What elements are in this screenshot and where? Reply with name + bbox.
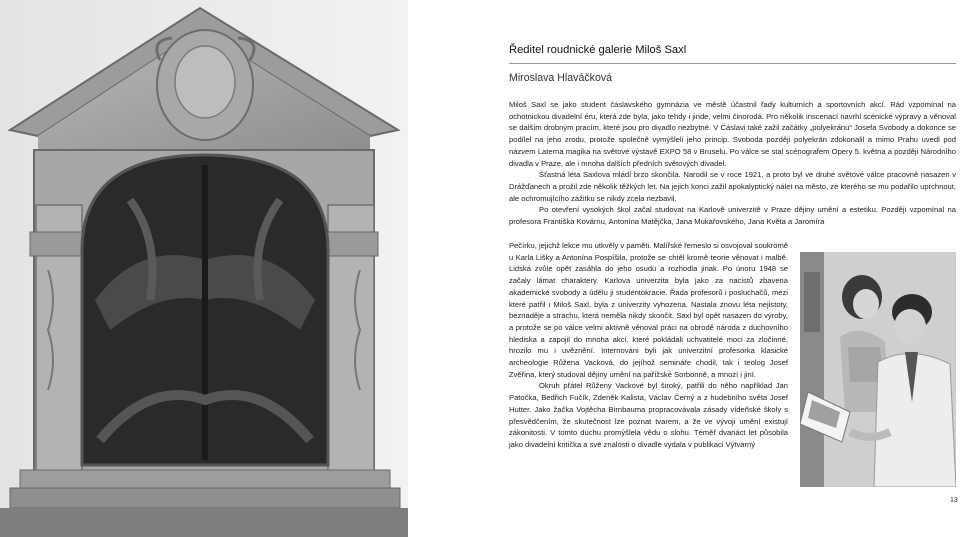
- paragraph: Po otevření vysokých škol začal studovat na Karlově univerzitě v Praze dějiny umění a estetiku. Později vzpomínal na profesora Františka Kovárnu, Antonína Matějčka, Jana Mukařovského, Jana Květa a Jaromíra: [509, 205, 956, 227]
- page-number: 13: [950, 497, 958, 504]
- title-divider: [509, 63, 956, 64]
- portal-photo: [0, 0, 408, 537]
- body-text-wide: [509, 99, 956, 228]
- body-text-narrow: [509, 240, 788, 451]
- article-author: Miroslava Hlaváčková: [509, 72, 613, 84]
- paragraph: Miloš Saxl se jako student čáslavského gymnázia ve městě účastnil řady kulturních a sportovních akcí. Rád vzpomínal na ochotnickou divadelní éru, která zde byla, jako tehdy i jinde, velmi činorodá. Pro několik inscenací navrhl scénické výpravy a věnoval se dalším drobným pracím, které jsou pro divadlo nezbytné. V Čáslavi také zažil začátky „polyekránu“ Josefa Svobody a dokonce se podílel na jeho zrodu, protože společně vymýšleli jeho princip. Svoboda později polyekrán zdokonalil a mimo Prahu uvedl pod názvem Laterna magika na světové výstavě EXPO 58 v Bruselu. Po válce se stal scénografem Opery 5. května a později Národního divadla v Praze, ale i mnoha dalších předních světových divadel.: [509, 100, 956, 168]
- paragraph: Pečírku, jejichž lekce mu utkvěly v paměti. Malířské řemeslo si osvojoval soukromě u Karla Lišky a Antonína Pospíšila, protože se chtěl kromě teorie věnovat i malbě. Lidská zvůle opět zasáhla do jeho osudu a rozhodla jinak. Po únoru 1948 se začaly lámat charaktery. Karlova univerzita byla jako za nacistů zbavena akademické svobody a údělu ji studentokracie. Řada profesorů i posluchačů, mezi které patřil i Miloš Saxl, byla z univerzity vyhozena. Nastala znovu léta nejistoty, beznaděje a strachu, která neměla nikdy skončit. Saxl byl opět nasazen do výroby, a protože se po válce velmi aktivně věnoval práci na obrodě národa z duchovního hlediska a zapojil do mnoha akcí, které pokládali uchvatitelé moci za zločinné, hrozilo mu i uvěznění. Internováni byli jak univerzitní profesorka klasické archeologie Růžena Vacková, do jejíhož semináře chodil, tak i teolog Josef Zvěřina, který studoval dějiny umění na pařížské Sorbonně, a mnozí i jiní.: [509, 241, 788, 379]
- paragraph: Okruh přátel Růženy Vackové byl široký, patřili do něho například Jan Patočka, Bedřich Fučík, Zdeněk Kalista, Václav Černý a z hudebního světa Josef Hutter. Jako žačka Vojtěcha Birnbauma propracovávala zásady vídeňské školy s přesvědčením, že skutečnost lze poznat tvarem, a že ve vývoji umění existují zákonitosti. V tomto duchu promýšlela vědu o slohu. Téměř dvanáct let působila jako divadelní kritička a své znalosti o divadle vydala v publikaci Výtvarný: [509, 381, 788, 449]
- paragraph: Šťastná léta Saxlova mládí brzo skončila. Narodil se v roce 1921, a proto byl ve druhé světové válce pracovně nasazen v Drážďanech a prožil zde několik těžkých let. Na jejich konci zažil apokalyptický nálet na město, ze kterého se mu podařilo uprchnout, ale ochromujícího zážitku se nikdy zcela nezbavil.: [509, 170, 956, 203]
- people-photo: [800, 252, 956, 487]
- article-title: Ředitel roudnické galerie Miloš Saxl: [509, 44, 687, 56]
